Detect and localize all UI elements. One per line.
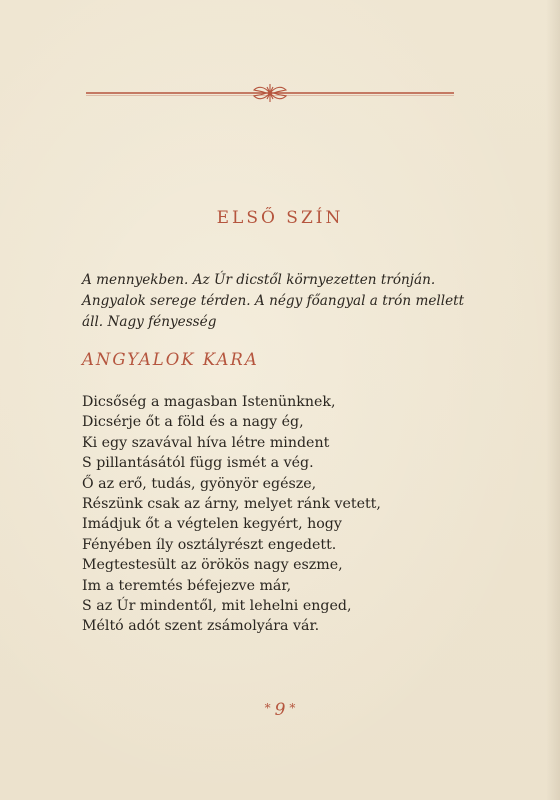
verse-block xyxy=(82,392,381,637)
spine-shadow xyxy=(546,0,560,800)
verse-line: Részünk csak az árny, melyet ránk vetett, xyxy=(82,496,381,513)
stage-direction-line: Angyalok serege térden. A négy főangyal a trón mellett xyxy=(82,293,465,309)
verse-line: Dicsőség a magasban Istenünknek, xyxy=(82,394,336,410)
verse-line: Méltó adót szent zsámolyára vár. xyxy=(82,618,320,635)
star-icon: * xyxy=(264,701,271,715)
verse-line: Ki egy szavával híva létre mindent xyxy=(82,434,330,451)
verse-line: Imádjuk őt a végtelen kegyért, hogy xyxy=(82,516,342,533)
floral-rule-ornament-icon xyxy=(86,83,454,103)
verse-line: S pillantásától függ ismét a vég. xyxy=(82,455,314,472)
verse-line: Ő az erő, tudás, gyönyör egésze, xyxy=(82,475,317,492)
verse-line: Megtestesült az örökös nagy eszme, xyxy=(82,557,343,574)
verse-line: Fényében íly osztályrészt engedett. xyxy=(82,536,337,553)
verse-line: S az Úr mindentől, mit lehelni enged, xyxy=(82,598,352,615)
verse-line: Dicsérje őt a föld és a nagy ég, xyxy=(82,414,304,431)
star-icon: * xyxy=(289,701,296,715)
page-number xyxy=(0,700,560,720)
speaker-heading: ANGYALOK KARA xyxy=(82,350,259,369)
scene-title: ELSŐ SZÍN xyxy=(216,208,344,228)
verse-line: Im a teremtés béfejezve már, xyxy=(82,577,292,594)
stage-direction xyxy=(82,270,482,333)
page-number-value: 9 xyxy=(274,700,286,720)
stage-direction-line: áll. Nagy fényesség xyxy=(82,314,217,330)
stage-direction-line: A mennyekben. Az Úr dicstől környezetten trónján. xyxy=(82,272,436,288)
